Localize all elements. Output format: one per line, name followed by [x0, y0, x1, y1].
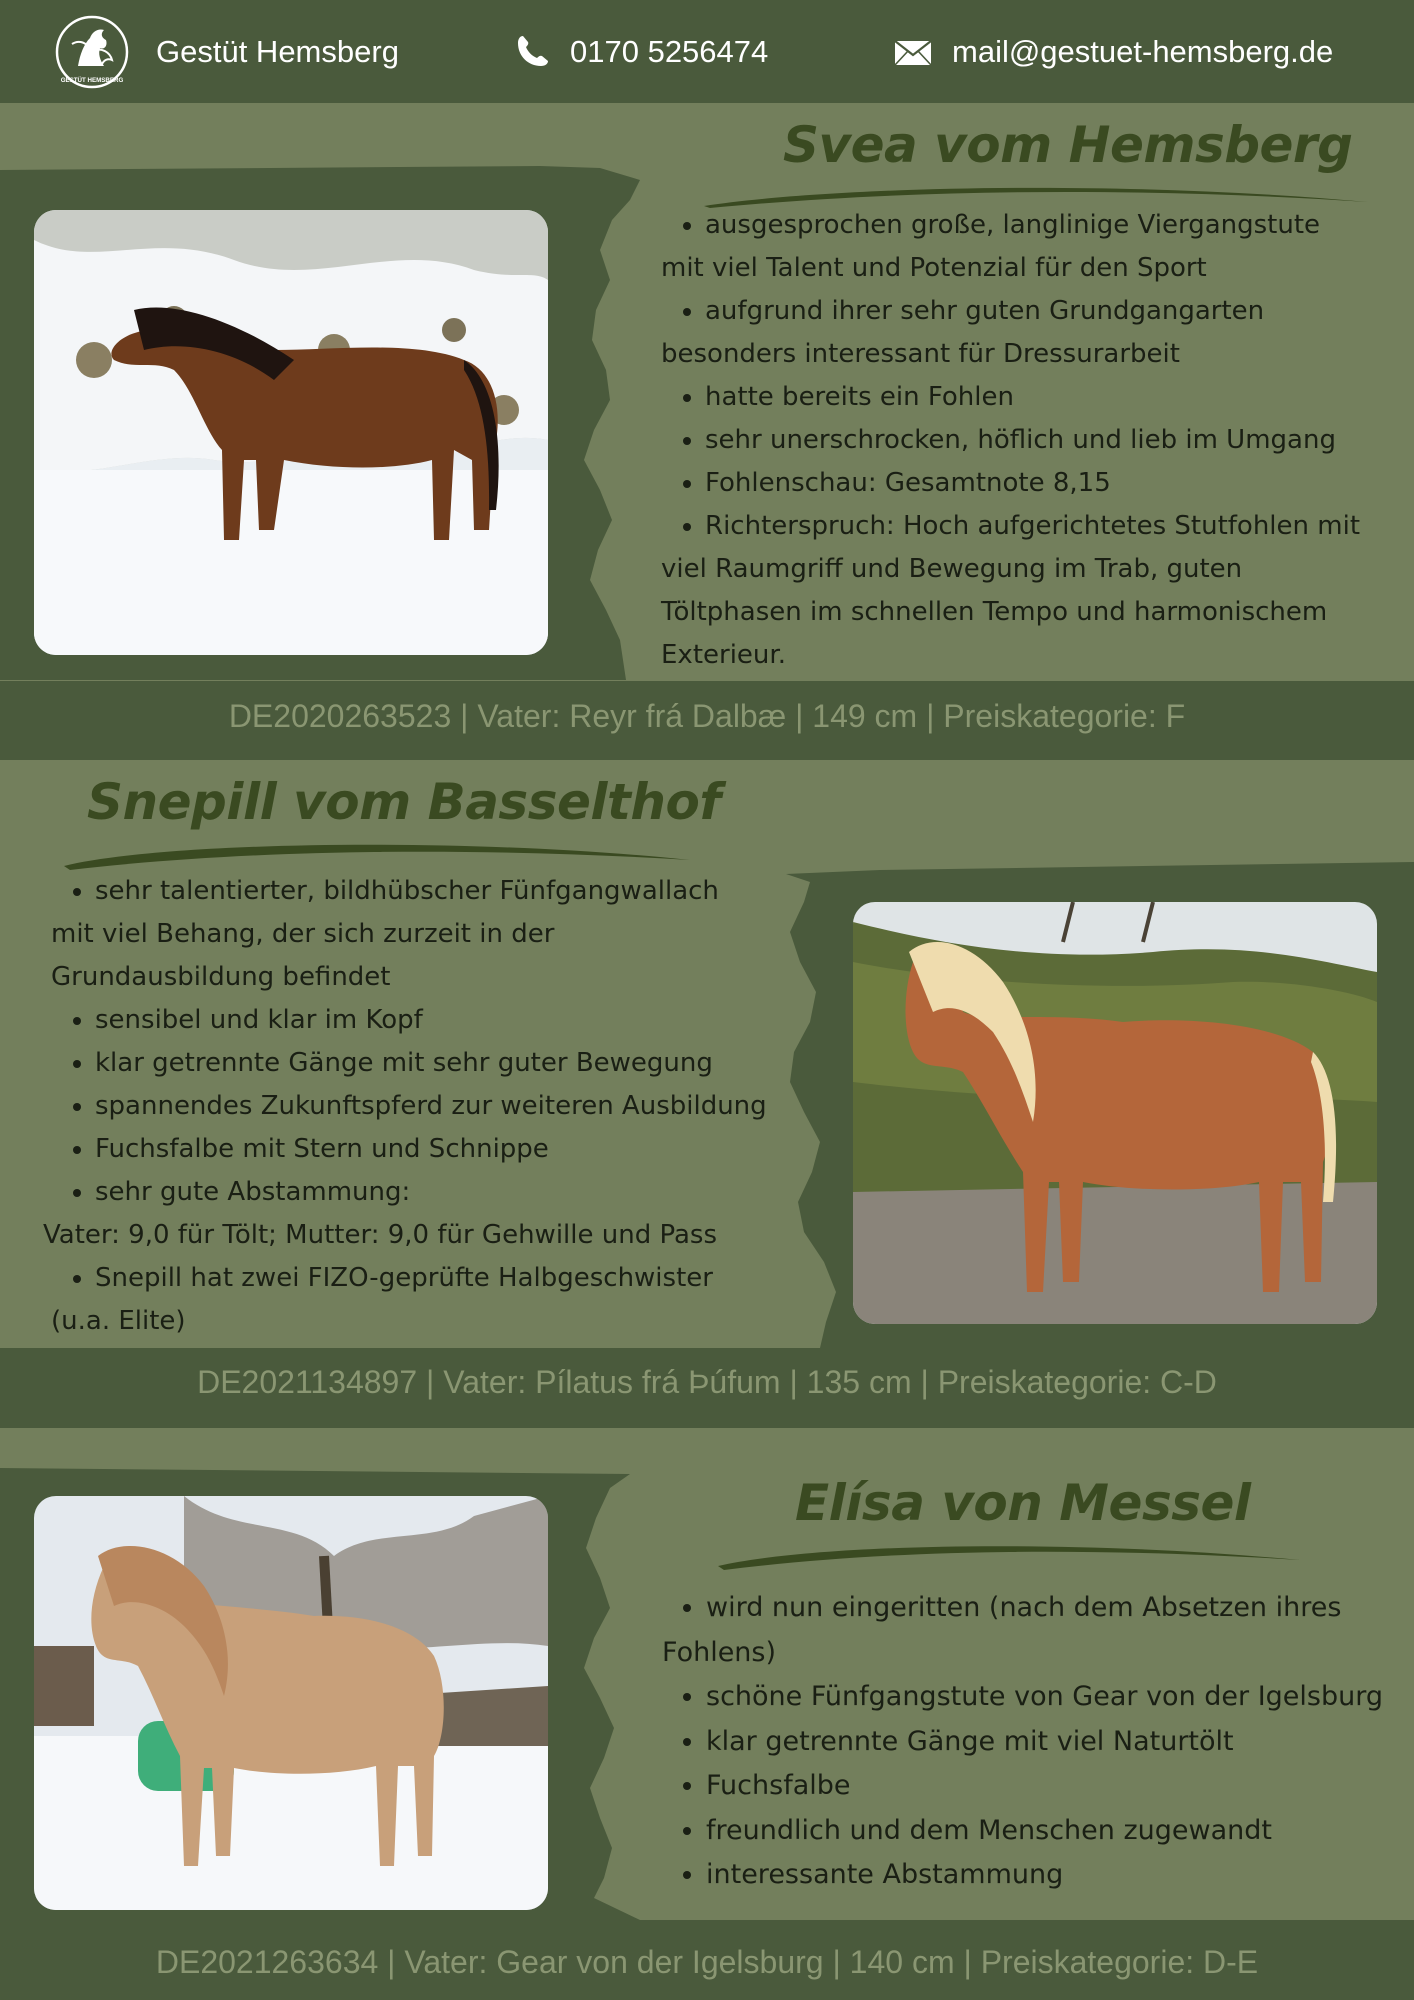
bullet-item: • schöne Fünfgangstute von Gear von der Igelsburg [706, 1675, 1383, 1720]
bullet-item: • interessante Abstammung [706, 1853, 1383, 1898]
bullet-item: • klar getrennte Gänge mit viel Naturtölt [706, 1720, 1383, 1765]
bullet-item: • sehr talentierter, bildhübscher Fünfgangwallach [95, 870, 767, 913]
bullet-item: • wird nun eingeritten (nach dem Absetzen ihres [706, 1586, 1383, 1631]
bullet-item: • aufgrund ihrer sehr guten Grundgangarten [705, 290, 1360, 333]
bullet-continuation: Töltphasen im schnellen Tempo und harmonischem [661, 597, 1328, 627]
bullet-item: • sensibel und klar im Kopf [95, 999, 767, 1042]
stud-logo-icon [54, 14, 130, 90]
snepill-title-underline [60, 836, 694, 870]
bullet-continuation: Vater: 9,0 für Tölt; Mutter: 9,0 für Gehwille und Pass [43, 1220, 718, 1250]
stud-name-text: Gestüt Hemsberg [156, 33, 399, 69]
phone-number[interactable]: 0170 5256474 [570, 33, 769, 69]
bullet-item: • sehr gute Abstammung: [95, 1171, 767, 1214]
elisa-bullets [662, 1586, 1383, 1898]
phone-icon [512, 32, 552, 72]
bullet-item: • hatte bereits ein Fohlen [705, 376, 1360, 419]
phone-contact[interactable] [512, 0, 768, 103]
svea-photo [34, 210, 548, 655]
svea-info-line: DE2020263523 | Vater: Reyr frá Dalbæ | 149 cm | Preiskategorie: F [228, 698, 1186, 734]
bullet-continuation: mit viel Talent und Potenzial für den Sport [661, 253, 1207, 283]
bullet-continuation: (u.a. Elite) [51, 1306, 186, 1336]
email-address[interactable]: mail@gestuet-hemsberg.de [952, 33, 1334, 69]
elisa-photo [34, 1496, 548, 1910]
bullet-continuation: Grundausbildung befindet [51, 962, 391, 992]
bullet-item: • Richterspruch: Hoch aufgerichtetes Stutfohlen mit [705, 505, 1360, 548]
snepill-photo [853, 902, 1377, 1324]
bullet-continuation: mit viel Behang, der sich zurzeit in der [51, 919, 555, 949]
bullet-item: • Fuchsfalbe mit Stern und Schnippe [95, 1128, 767, 1171]
stud-name [156, 0, 399, 103]
bullet-continuation: viel Raumgriff und Bewegung im Trab, guten [661, 554, 1243, 584]
logo-text: GESTÜT HEMSBERG [60, 77, 124, 84]
snepill-info-line: DE2021134897 | Vater: Pílatus frá Þúfum | 135 cm | Preiskategorie: C-D [197, 1364, 1217, 1400]
elisa-title: Elísa von Messel [795, 1474, 1251, 1532]
email-contact[interactable] [892, 0, 1333, 103]
bullet-item: • Snepill hat zwei FIZO-geprüfte Halbgeschwister [95, 1257, 767, 1300]
svea-title: Svea vom Hemsberg [783, 116, 1353, 174]
snepill-bullets [43, 870, 767, 1343]
bullet-item: • ausgesprochen große, langlinige Viergangstute [705, 204, 1360, 247]
bullet-continuation: Exterieur. [661, 640, 786, 670]
bullet-item: • sehr unerschrocken, höflich und lieb im Umgang [705, 419, 1360, 462]
header [0, 0, 1414, 103]
bullet-continuation: Fohlens) [662, 1636, 777, 1668]
bullet-item: • freundlich und dem Menschen zugewandt [706, 1809, 1383, 1854]
elisa-info-line: DE2021263634 | Vater: Gear von der Igelsburg | 140 cm | Preiskategorie: D-E [155, 1944, 1259, 1980]
bullet-item: • Fohlenschau: Gesamtnote 8,15 [705, 462, 1360, 505]
snepill-title: Snepill vom Basselthof [87, 773, 721, 831]
mail-icon [892, 32, 934, 72]
bullet-item: • spannendes Zukunftspferd zur weiteren Ausbildung [95, 1085, 767, 1128]
bullet-item: • klar getrennte Gänge mit sehr guter Bewegung [95, 1042, 767, 1085]
svea-bullets [661, 204, 1361, 677]
bullet-item: • Fuchsfalbe [706, 1764, 1383, 1809]
bullet-continuation: besonders interessant für Dressurarbeit [661, 339, 1180, 369]
elisa-title-underline [714, 1538, 1304, 1570]
